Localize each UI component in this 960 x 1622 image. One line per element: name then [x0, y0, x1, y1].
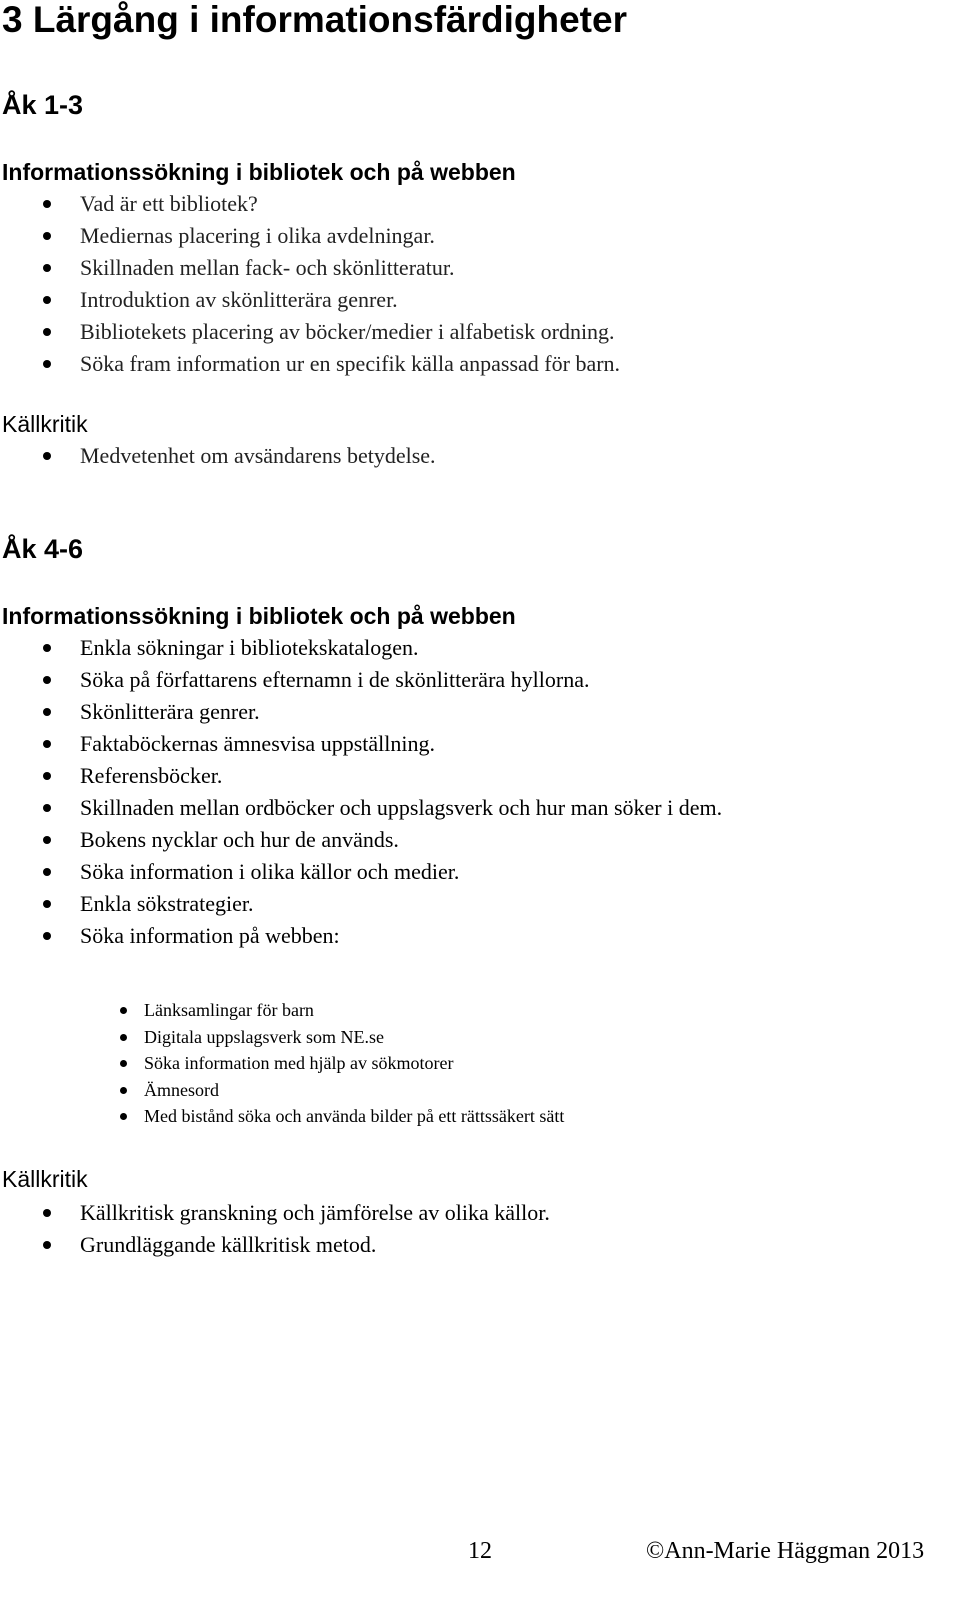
- list-item: Skillnaden mellan fack- och skönlitteratur.: [80, 252, 620, 284]
- list-item: Söka på författarens efternamn i de skönlitterära hyllorna.: [80, 664, 722, 696]
- list-item: Länksamlingar för barn: [144, 997, 564, 1024]
- kallkritik-heading-ak-4-6: Källkritik: [2, 1166, 88, 1192]
- list-item: Grundläggande källkritisk metod.: [80, 1229, 550, 1261]
- list-item: Med bistånd söka och använda bilder på ett rättssäkert sätt: [144, 1103, 564, 1130]
- list-item: Vad är ett bibliotek?: [80, 188, 620, 220]
- bullet-icon: [43, 200, 51, 208]
- info-list-ak-1-3: [80, 188, 620, 380]
- list-item: Källkritisk granskning och jämförelse av olika källor.: [80, 1197, 550, 1229]
- info-heading-ak-4-6: Informationssökning i bibliotek och på webben: [2, 603, 516, 629]
- list-item: Ämnesord: [144, 1077, 564, 1104]
- kallkritik-heading-ak-1-3: Källkritik: [2, 411, 88, 437]
- bullet-icon: [43, 868, 51, 876]
- list-item: Bokens nycklar och hur de används.: [80, 824, 722, 856]
- kallkritik-list-ak-1-3: [80, 440, 436, 472]
- list-item: Mediernas placering i olika avdelningar.: [80, 220, 620, 252]
- bullet-icon: [43, 900, 51, 908]
- bullet-icon: [43, 1241, 51, 1249]
- list-item: Referensböcker.: [80, 760, 722, 792]
- bullet-icon: [43, 296, 51, 304]
- bullet-icon: [120, 1034, 127, 1041]
- bullet-icon: [43, 452, 51, 460]
- list-item: Digitala uppslagsverk som NE.se: [144, 1024, 564, 1051]
- bullet-icon: [43, 1209, 51, 1217]
- bullet-icon: [43, 772, 51, 780]
- bullet-icon: [120, 1113, 127, 1120]
- list-item: Medvetenhet om avsändarens betydelse.: [80, 440, 436, 472]
- bullet-icon: [43, 740, 51, 748]
- bullet-icon: [43, 360, 51, 368]
- copyright-notice: ©Ann-Marie Häggman 2013: [646, 1538, 925, 1564]
- section-heading-ak-4-6: Åk 4-6: [2, 534, 84, 564]
- list-item: Söka fram information ur en specifik källa anpassad för barn.: [80, 348, 620, 380]
- list-item: Söka information i olika källor och medier.: [80, 856, 722, 888]
- bullet-icon: [43, 836, 51, 844]
- bullet-icon: [120, 1087, 127, 1094]
- list-item: Bibliotekets placering av böcker/medier i alfabetisk ordning.: [80, 316, 620, 348]
- bullet-icon: [43, 644, 51, 652]
- list-item: Enkla sökstrategier.: [80, 888, 722, 920]
- info-heading-ak-1-3: Informationssökning i bibliotek och på webben: [2, 159, 516, 185]
- page-title: 3 Lärgång i informationsfärdigheter: [2, 0, 627, 40]
- bullet-icon: [43, 676, 51, 684]
- bullet-icon: [43, 328, 51, 336]
- list-item: Faktaböckernas ämnesvisa uppställning.: [80, 728, 722, 760]
- list-item: Skillnaden mellan ordböcker och uppslagsverk och hur man söker i dem.: [80, 792, 722, 824]
- bullet-icon: [120, 1007, 127, 1014]
- bullet-icon: [43, 804, 51, 812]
- list-item: Skönlitterära genrer.: [80, 696, 722, 728]
- web-sublist: [144, 997, 564, 1130]
- page-number: 12: [468, 1538, 492, 1564]
- section-heading-ak-1-3: Åk 1-3: [2, 90, 84, 120]
- info-list-ak-4-6: [80, 632, 722, 952]
- list-item: Introduktion av skönlitterära genrer.: [80, 284, 620, 316]
- bullet-icon: [43, 232, 51, 240]
- kallkritik-list-ak-4-6: [80, 1197, 550, 1261]
- list-item: Söka information med hjälp av sökmotorer: [144, 1050, 564, 1077]
- bullet-icon: [43, 264, 51, 272]
- list-item: Söka information på webben:: [80, 920, 722, 952]
- bullet-icon: [43, 932, 51, 940]
- list-item: Enkla sökningar i bibliotekskatalogen.: [80, 632, 722, 664]
- bullet-icon: [43, 708, 51, 716]
- bullet-icon: [120, 1060, 127, 1067]
